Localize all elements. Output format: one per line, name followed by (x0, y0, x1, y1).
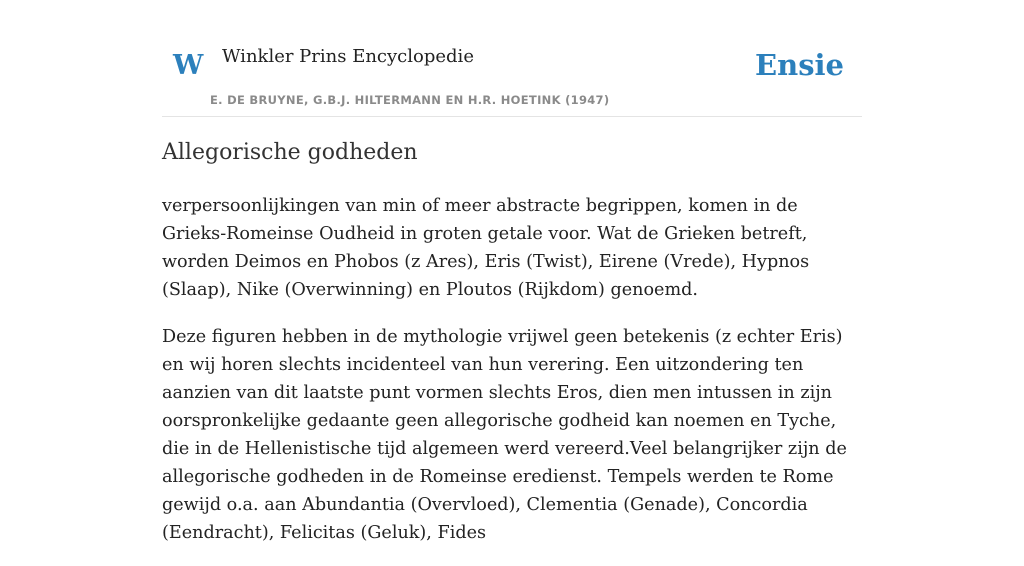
article-paragraph: Deze figuren hebben in de mythologie vrijwel geen betekenis (z echter Eris) en wij horen slechts incidenteel van hun verering. Een uitzondering ten aanzien van dit laatste punt vormen slechts Eros, dien men intussen in zijn oorspronkelijke gedaante geen allegorische godheid kan noemen en Tyche, die in de Hellenistische tijd algemeen werd vereerd.Veel belangrijker zijn de allegorische godheden in de Romeinse eredienst. Tempels werden te Rome gewijd o.a. aan Abundantia (Overvloed), Clementia (Genade), Concordia (Eendracht), Felicitas (Geluk), Fides (162, 327, 847, 543)
book-authors: E. DE BRUYNE, G.B.J. HILTERMANN EN H.R. HOETINK (1947) (210, 93, 610, 107)
article-body (162, 192, 864, 566)
header (162, 0, 862, 117)
article-paragraph: verpersoonlijkingen van min of meer abstracte begrippen, komen in de Grieks-Romeinse Oudheid in groten getale voor. Wat de Grieken betreft, worden Deimos en Phobos (z Ares), Eris (Twist), Eirene (Vrede), Hypnos (Slaap), Nike (Overwinning) en Ploutos (Rijkdom) genoemd. (162, 196, 810, 300)
article-title: Allegorische godheden (162, 140, 418, 165)
ensie-logo-link[interactable]: Ensie (755, 48, 844, 82)
winkler-prins-logo[interactable]: W (173, 50, 204, 81)
book-title[interactable]: Winkler Prins Encyclopedie (222, 46, 474, 67)
